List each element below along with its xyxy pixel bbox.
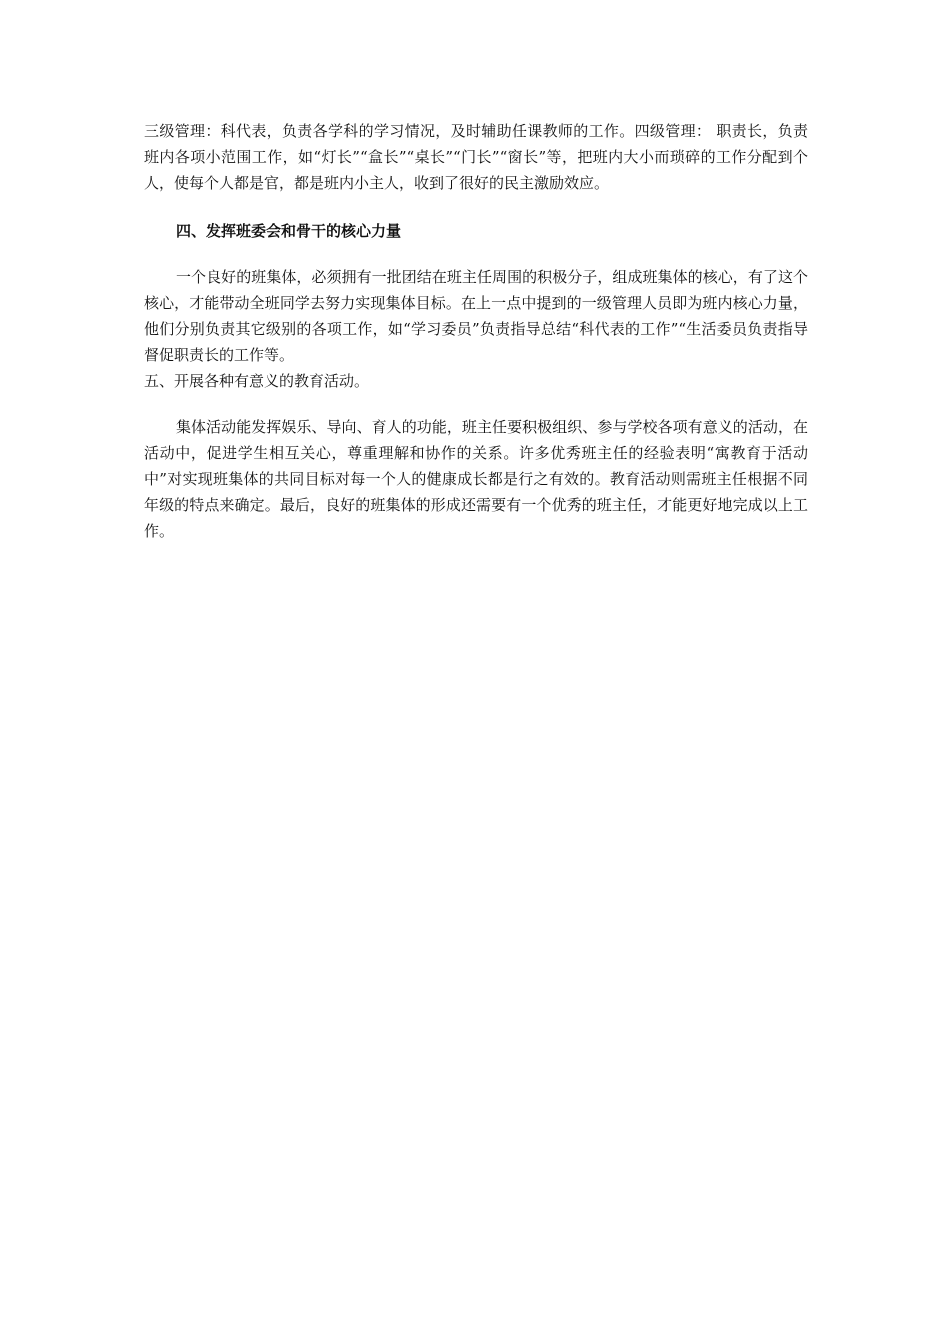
spacer: [144, 394, 808, 414]
spacer: [144, 196, 808, 218]
section-heading-5: 五、开展各种有意义的教育活动。: [144, 372, 370, 390]
paragraph-management-levels: 三级管理：科代表，负责各学科的学习情况，及时辅助任课教师的工作。四级管理： 职责长，负责班内各项小范围工作，如“灯长”“盒长”“桌长”“门长”“窗长”等，把班内大小而琐碎的工作分配到个人，使每个人都是官，都是班内小主人，收到了很好的民主激励效应。: [144, 122, 808, 192]
spacer: [144, 244, 808, 264]
document-body: [144, 118, 808, 544]
section-heading-4: 四、发挥班委会和骨干的核心力量: [176, 222, 402, 240]
paragraph-core-members: 一个良好的班集体，必须拥有一批团结在班主任周围的积极分子，组成班集体的核心，有了这个核心，才能带动全班同学去努力实现集体目标。在上一点中提到的一级管理人员即为班内核心力量，他们分别负责其它级别的各项工作，如“学习委员”负责指导总结“科代表的工作”“生活委员负责指导督促职责长的工作等。: [144, 268, 808, 364]
paragraph-activities: 集体活动能发挥娱乐、导向、育人的功能，班主任要积极组织、参与学校各项有意义的活动，在活动中，促进学生相互关心，尊重理解和协作的关系。许多优秀班主任的经验表明“寓教育于活动中”对实现班集体的共同目标对每一个人的健康成长都是行之有效的。教育活动则需班主任根据不同年级的特点来确定。最后，良好的班集体的形成还需要有一个优秀的班主任，才能更好地完成以上工作。: [144, 418, 808, 540]
